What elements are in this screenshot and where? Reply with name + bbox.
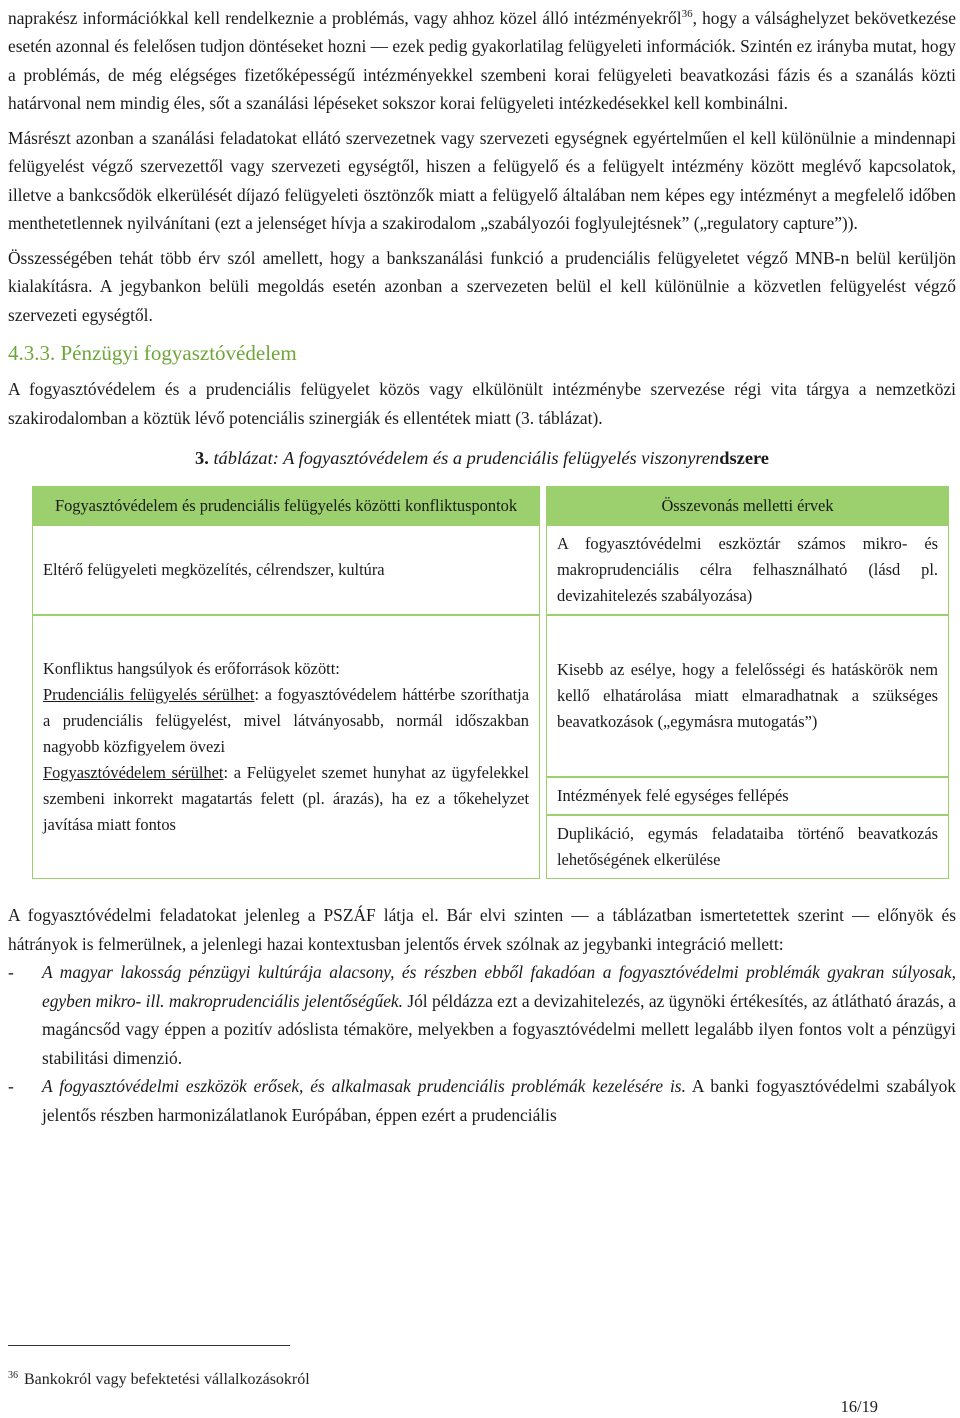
footnote-number: 36 — [8, 1370, 18, 1381]
right-cell-3: Intézmények felé egységes fellépés — [546, 777, 949, 815]
paragraph-4: A fogyasztóvédelem és a prudenciális felügyelet közös vagy elkülönült intézménybe szervezése régi vita tárgya a nemzetközi szakirodalomban a köztük lévő potenciális szinergiák és ellentétek miatt (3. táblázat). — [8, 379, 956, 428]
table-header-row — [32, 486, 949, 525]
underlined-term-1: Prudenciális felügyelés sérülhet — [43, 685, 255, 705]
document-page — [8, 0, 956, 1129]
right-cell-4: Duplikáció, egymás feladataiba történő beavatkozás lehetőségének elkerülése — [546, 815, 949, 879]
list-item — [8, 958, 956, 1072]
right-cell-2: Kisebb az esélye, hogy a felelősségi és hatáskörök nem kellő elhatárolása miatt elmaradhatnak a szükséges beavatkozások („egymásra mutogatás”) — [546, 615, 949, 777]
paragraph-1-text-a: naprakész információkkal kell rendelkeznie a problémás, vagy ahhoz közel álló intézményekről — [8, 7, 682, 28]
header-left: Fogyasztóvédelem és prudenciális felügyelés közötti konfliktuspontok — [32, 486, 540, 525]
paragraph-2: Másrészt azonban a szanálási feladatokat ellátó szervezetnek vagy szervezeti egységnek egyértelműen el kell különülnie a mindennapi felügyelést végző szervezettől vagy szervezeti egységtől, hiszen a felügyelő és a felügyelt intézmény között meglévő kapcsolatok, illetve a bankcsődök elkerülését díjazó felügyeleti ösztönzők miatt a felügyelő általában nem képes egy intézményt a megfelelő időben menthetetlennek nyilvánítani (ezt a jelenséget hívja a szakirodalom „szabályozói foglyulejtésnek” („regulatory capture”)). — [8, 127, 956, 234]
caption-tail: dszere — [719, 448, 769, 469]
list-item-text: Jól példázza ezt a devizahitelezés, az ügynöki értékesítés, az átlátható árazás, a magáncsőd vagy éppen a pozitív adóslista témaköre, melyekben a fogyasztóvédelmi mellett legalább ilyen fontos volt a pénzügyi stabilitási dimenzió. — [42, 990, 956, 1068]
page-number: 16/19 — [840, 1397, 878, 1416]
list-item-italic: A fogyasztóvédelmi eszközök erősek, és alkalmasak prudenciális problémák kezelésére is. — [42, 1076, 686, 1097]
list-item — [8, 1072, 956, 1129]
caption-italic: táblázat: A fogyasztóvédelem és a prudenciális felügyelés viszonyren — [213, 448, 720, 469]
footnote-ref[interactable]: 36 — [681, 8, 693, 20]
paragraph-1-text-b: , hogy a válsághelyzet bekövetkezése esetén azonnal és felelősen tudjon döntéseket hozni — ezek pedig gyakorlatilag felügyeleti információk. Szintén ez irányba mutat, hogy a problémás, de még elégséges fizetőképességű intézményekkel szembeni korai felügyeleti beavatkozási fázis és a szanálás közti határvonal nem mindig éles, sőt a szanálási lépéseket sokszor korai felügyeleti intézkedésekkel kell kombinálni. — [8, 7, 957, 114]
left-cell-2-para-1 — [43, 682, 529, 760]
footnote-separator — [8, 1345, 290, 1346]
list-dash: - — [8, 1076, 14, 1097]
left-cell-2 — [32, 615, 540, 879]
left-cell-2-title: Konfliktus hangsúlyok és erőforrások között: — [43, 659, 340, 679]
comparison-table — [32, 486, 949, 879]
paragraph-1 — [8, 0, 956, 118]
argument-list — [8, 958, 956, 1129]
underlined-term-2: Fogyasztóvédelem sérülhet — [43, 763, 224, 783]
list-dash: - — [8, 962, 14, 983]
table-row — [32, 525, 949, 615]
left-cell-1: Eltérő felügyeleti megközelítés, célrendszer, kultúra — [32, 525, 540, 615]
table-caption — [8, 444, 956, 472]
left-cell-2-text-2: : a Felügyelet szemet hunyhat az ügyfelekkel szembeni inkorrekt magatartás felett (pl. árazás), ha ez a tőkehelyzet javítása miatt fontos — [43, 763, 529, 835]
table-row — [32, 615, 949, 777]
header-right: Összevonás melletti érvek — [546, 486, 949, 525]
list-item-italic: A magyar lakosság pénzügyi kultúrája alacsony, és részben ebből fakadóan a fogyasztóvédelmi problémák gyakran súlyosak, egyben mikro- ill. makroprudenciális jelentőségűek. — [42, 962, 956, 1011]
left-cell-2-text-1: : a fogyasztóvédelem háttérbe szoríthatja a prudenciális felügyelést, mivel látványosabb, normál időszakban nagyobb közfigyelem övezi — [43, 685, 529, 757]
list-item-text: A banki fogyasztóvédelmi szabályok jelentős részben harmonizálatlanok Európában, éppen ezért a prudenciális — [42, 1076, 956, 1125]
footnote-text: Bankokról vagy befektetési vállalkozásokról — [24, 1371, 310, 1388]
right-cell-1: A fogyasztóvédelmi eszköztár számos mikro- és makroprudenciális célra felhasználható (lásd pl. devizahitelezés szabályozása) — [546, 525, 949, 615]
left-cell-2-para-2 — [43, 760, 529, 838]
paragraph-3: Összességében tehát több érv szól amellett, hogy a bankszanálási funkció a prudenciális felügyeletet végző MNB-n belül kerüljön kialakításra. A jegybankon belüli megoldás esetén azonban a szervezeten belül el kell különülnie a közvetlen felügyelést végző szervezeti egységtől. — [8, 247, 956, 325]
section-heading: 4.3.3. Pénzügyi fogyasztóvédelem — [8, 341, 297, 366]
footnote — [8, 1370, 310, 1389]
caption-number: 3. — [195, 448, 209, 469]
paragraph-5: A fogyasztóvédelmi feladatokat jelenleg a PSZÁF látja el. Bár elvi szinten — a táblázatban ismertetettek szerint — előnyök és hátrányok is felmerülnek, a jelenlegi hazai kontextusban jelentős érvek szólnak az jegybanki integráció mellett: — [8, 905, 956, 954]
